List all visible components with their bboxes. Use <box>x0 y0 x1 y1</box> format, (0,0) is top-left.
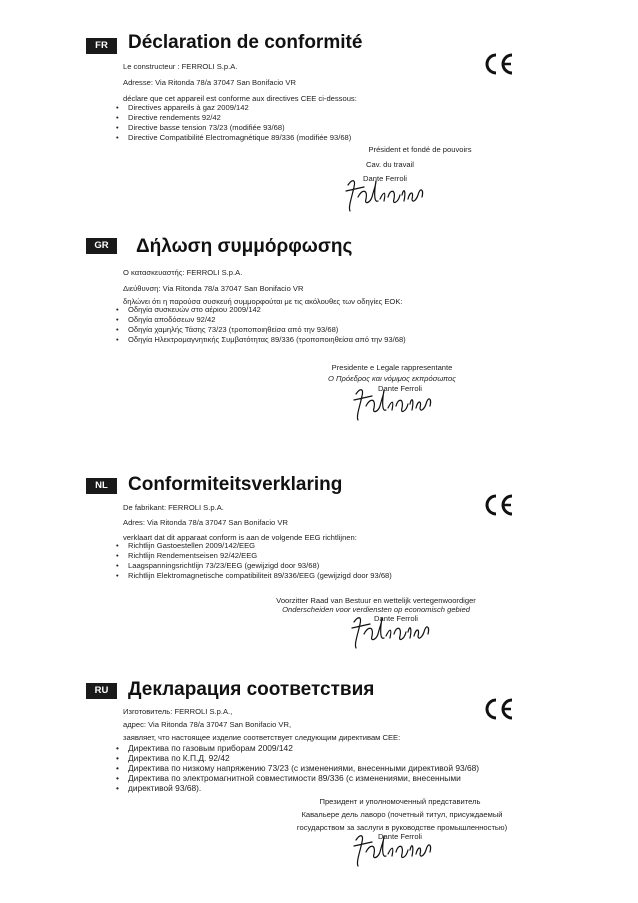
list-item: • Richtlijn Elektromagnetische compatibiliteit 89/336/EEG (gewijzigd door 93/68) <box>114 571 392 581</box>
ce-mark-icon <box>481 697 515 721</box>
handwritten-signature <box>350 830 436 868</box>
address-line: Adresse: Via Ritonda 78/a 37047 San Bonifacio VR <box>123 78 296 87</box>
handwritten-signature <box>348 612 434 650</box>
manufacturer-line: De fabrikant: FERROLI S.p.A. <box>123 503 224 512</box>
signatory-honor: Onderscheiden voor verdiensten op economisch gebied <box>282 605 470 614</box>
intro-line: δηλώνει ότι η παρούσα συσκευή συμμορφούται με τις ακόλουθες των οδηγίες ΕΟΚ: <box>123 297 403 306</box>
ce-mark-icon <box>481 52 515 76</box>
directive-list <box>114 541 392 581</box>
list-item: • Directive Compatibilité Electromagnétique 89/336 (modifiée 93/68) <box>114 133 351 143</box>
list-item: • Директива по низкому напряжению 73/23 (с изменениями, внесенными директивой 93/68) <box>114 763 479 773</box>
signatory-honor-cont: государством за заслуги в руководстве промышленностью) <box>296 823 508 832</box>
list-item: • Directive basse tension 73/23 (modifiée 93/68) <box>114 123 351 133</box>
address-line: адрес: Via Ritonda 78/a 37047 San Bonifacio VR, <box>123 720 292 729</box>
manufacturer-line: Изготовитель: FERROLI S.p.A., <box>123 707 233 716</box>
signatory-title: Президент и уполномоченный представитель <box>319 797 481 806</box>
list-item: • Οδηγία χαμηλής Τάσης 73/23 (τροποποιηθείσα από την 93/68) <box>114 325 406 335</box>
ce-mark-icon <box>481 493 515 517</box>
language-tag: NL <box>86 478 117 494</box>
address-line: Adres: Via Ritonda 78/a 37047 San Bonifacio VR <box>123 518 288 527</box>
signatory-honor: Кавальере дель лаворо (почетный титул, присуждаемый <box>301 810 503 819</box>
list-item: • Richtlijn Gastoestellen 2009/142/EEG <box>114 541 392 551</box>
signatory-title: Président et fondé de pouvoirs <box>368 145 472 154</box>
list-item: • Directives appareils à gaz 2009/142 <box>114 103 351 113</box>
list-item: • Directive rendements 92/42 <box>114 113 351 123</box>
section-title: Δήλωση συμμόρφωσης <box>136 236 353 257</box>
section-title: Декларация соответствия <box>128 679 375 700</box>
handwritten-signature <box>342 175 428 213</box>
handwritten-signature <box>350 384 436 422</box>
list-item: • Οδηγία συσκευών στο αέριου 2009/142 <box>114 305 406 315</box>
language-tag: RU <box>86 683 117 699</box>
list-item-continuation: • директивой 93/68). <box>114 783 479 793</box>
signatory-name: Dante Ferroli <box>378 832 422 841</box>
signatory-title: Voorzitter Raad van Bestuur en wettelijk vertegenwoordiger <box>276 596 476 605</box>
list-item: • Richtlijn Rendementseisen 92/42/EEG <box>114 551 392 561</box>
signatory-name: Dante Ferroli <box>363 174 407 183</box>
language-tag: FR <box>86 38 117 54</box>
intro-line: заявляет, что настоящее изделие соответствует следующим директивам CEE: <box>123 733 401 742</box>
list-item: • Директива по К.П.Д. 92/42 <box>114 753 479 763</box>
list-item: • Οδηγία Ηλεκτρομαγνητικής Συμβατότητας 89/336 (τροποποιηθείσα από την 93/68) <box>114 335 406 345</box>
language-tag: GR <box>86 238 117 254</box>
intro-line: verklaart dat dit apparaat conform is aan de volgende EEG richtlijnen: <box>123 533 357 542</box>
manufacturer-line: Le constructeur : FERROLI S.p.A. <box>123 62 238 71</box>
signatory-honor: Ο Πρόεδρος και νόμιμος εκπρόσωπος <box>328 374 456 383</box>
list-item: • Директива по газовым приборам 2009/142 <box>114 743 479 753</box>
signatory-name: Dante Ferroli <box>374 614 418 623</box>
section-title: Conformiteitsverklaring <box>128 474 343 495</box>
directive-list <box>114 103 351 143</box>
directive-list <box>114 305 406 345</box>
list-item: • Laagspanningsrichtlijn 73/23/EEG (gewijzigd door 93/68) <box>114 561 392 571</box>
list-item: • Директива по электромагнитной совместимости 89/336 (с изменениями, внесенными <box>114 773 479 783</box>
signatory-honor: Cav. du travail <box>366 160 414 169</box>
list-item: • Οδηγία αποδόσεων 92/42 <box>114 315 406 325</box>
address-line: Διεύθυνση: Via Ritonda 78/a 37047 San Bonifacio VR <box>123 284 304 293</box>
signatory-name: Dante Ferroli <box>378 384 422 393</box>
directive-list <box>114 743 479 793</box>
section-title: Déclaration de conformité <box>128 32 363 53</box>
manufacturer-line: Ο κατασκευαστής: FERROLI S.p.A. <box>123 268 243 277</box>
intro-line: déclare que cet appareil est conforme aux directives CEE ci-dessous: <box>123 94 357 103</box>
signatory-title: Presidente e Legale rappresentante <box>331 363 453 372</box>
